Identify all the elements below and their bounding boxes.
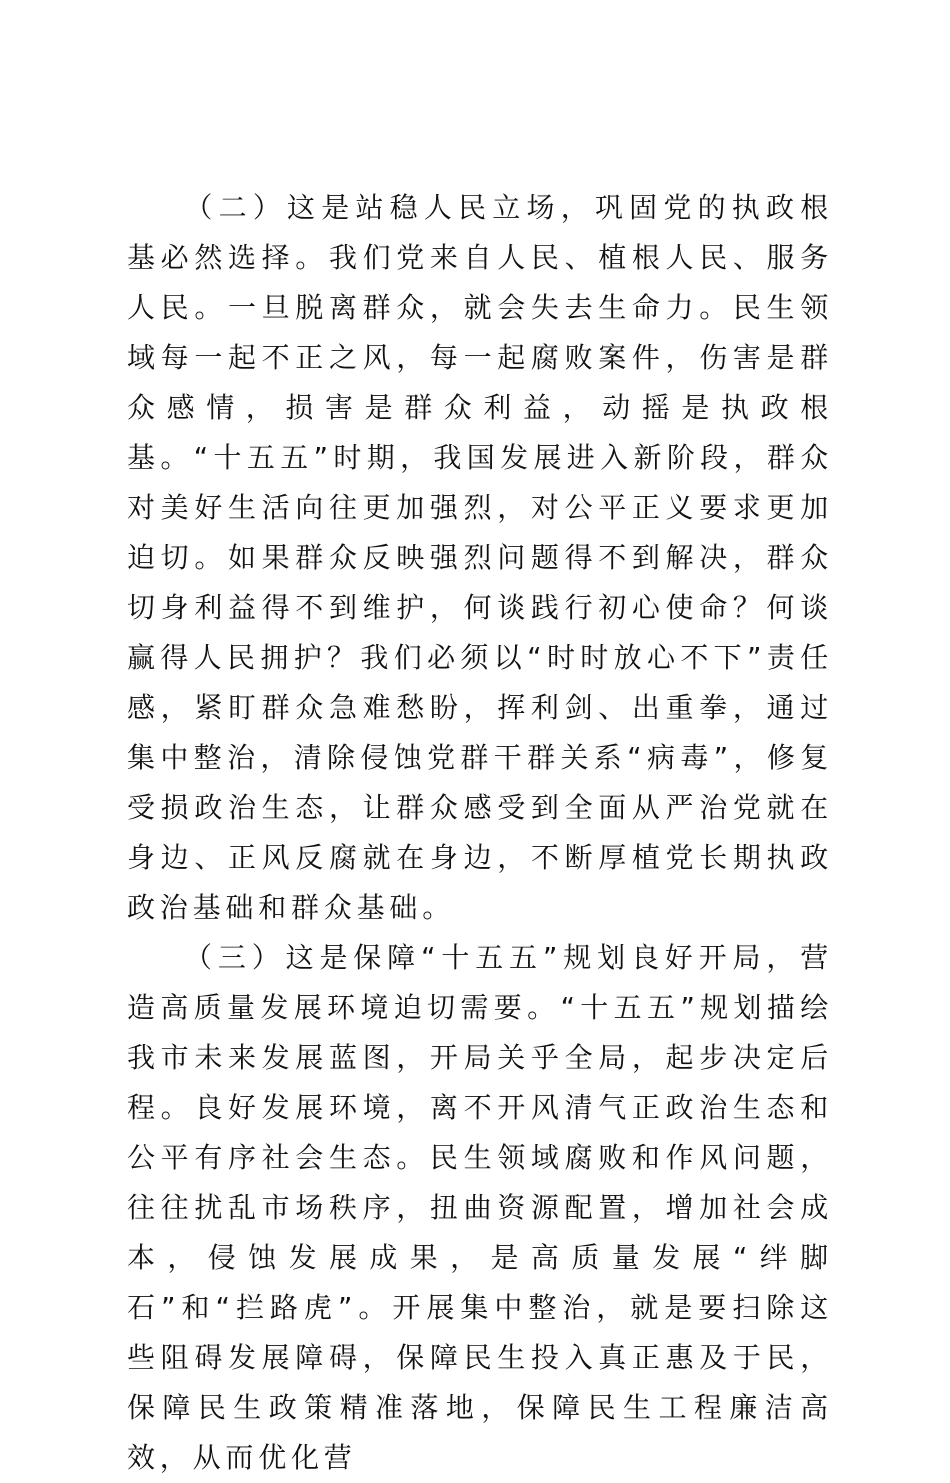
paragraph-3 — [127, 933, 833, 1483]
paragraph-3-text: （三）这是保障“十五五”规划良好开局，营造高质量发展环境迫切需要。“十五五”规划描绘我市未来发展蓝图，开局关乎全局，起步决定后程。良好发展环境，离不开风清气正政治生态和公平有序社会生态。民生领域腐败和作风问题，往往扰乱市场秩序，扭曲资源配置，增加社会成本，侵蚀发展成果，是高质量发展“绊脚石”和“拦路虎”。开展集中整治，就是要扫除这些阻碍发展障碍，保障民生投入真正惠及于民，保障民生政策精准落地，保障民生工程廉洁高效，从而优化营 — [127, 941, 833, 1474]
paragraph-2 — [127, 183, 833, 933]
paragraph-2-text: （二）这是站稳人民立场，巩固党的执政根基必然选择。我们党来自人民、植根人民、服务人民。一旦脱离群众，就会失去生命力。民生领域每一起不正之风，每一起腐败案件，伤害是群众感情，损害是群众利益，动摇是执政根基。“十五五”时期，我国发展进入新阶段，群众对美好生活向往更加强烈，对公平正义要求更加迫切。如果群众反映强烈问题得不到解决，群众切身利益得不到维护，何谈践行初心使命？何谈赢得人民拥护？我们必须以“时时放心不下”责任感，紧盯群众急难愁盼，挥利剑、出重拳，通过集中整治，清除侵蚀党群干群关系“病毒”，修复受损政治生态，让群众感受到全面从严治党就在身边、正风反腐就在身边，不断厚植党长期执政政治基础和群众基础。 — [127, 191, 833, 924]
document-page — [127, 183, 833, 1483]
